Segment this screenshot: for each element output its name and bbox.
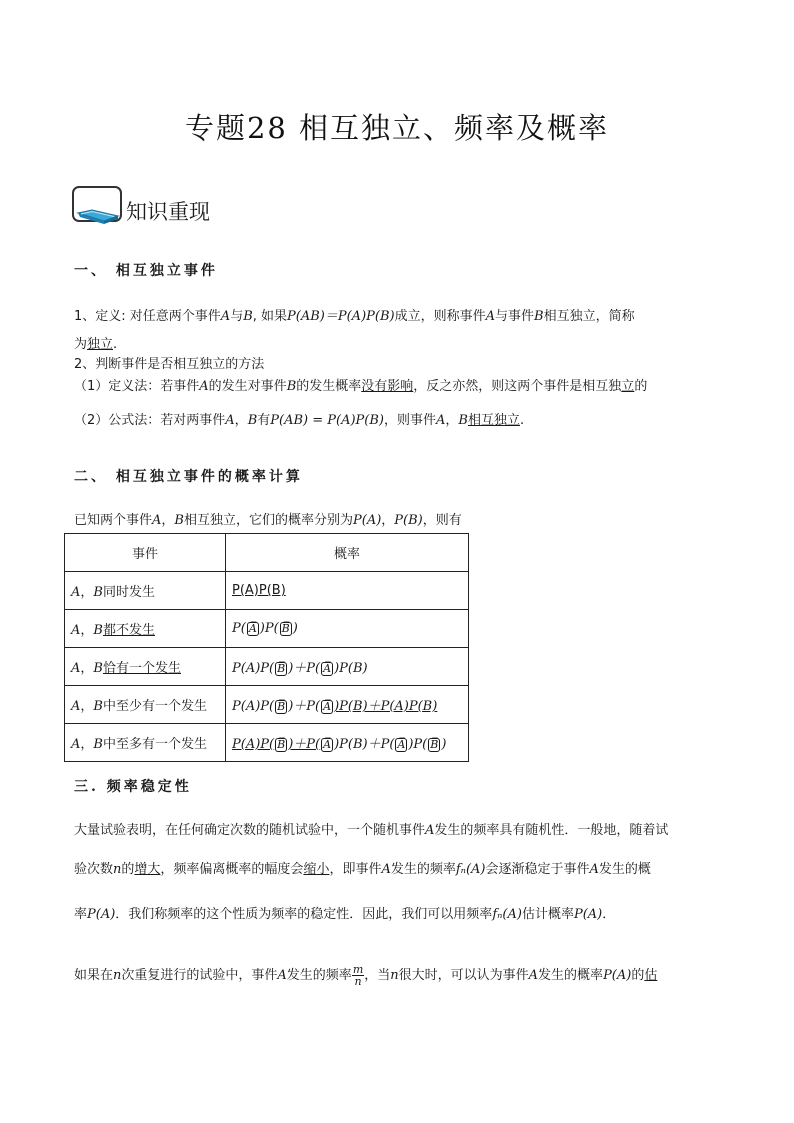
definition-line-1: 1、定义: 对任意两个事件A与B, 如果P(AB)＝P(A)P(B)成立，则称事件A与事件B相互独立，简称: [74, 309, 635, 324]
probability-table: [64, 533, 469, 762]
stability-line-1: 大量试验表明，在任何确定次数的随机试验中，一个随机事件A发生的频率具有随机性．一般地，随着试: [74, 823, 669, 838]
stability-line-3: 率P(A)．我们称频率的这个性质为频率的稳定性．因此，我们可以用频率fₙ(A)估计概率P(A)．: [74, 907, 616, 922]
knowledge-label: 知识重现: [126, 200, 210, 224]
probability-cell: P( A̅ )P( B̅ ): [226, 610, 469, 648]
event-cell: A，B中至多有一个发生: [65, 724, 226, 762]
table-row: [65, 648, 469, 686]
table-header-row: [65, 534, 469, 572]
knowledge-header: [72, 180, 210, 226]
section-heading-3: 三. 频率稳定性: [74, 779, 192, 795]
stability-line-2: 验次数n的增大，频率偏离概率的幅度会缩小，即事件A发生的频率fₙ(A)会逐渐稳定于事件A发生的概: [74, 862, 651, 877]
definition-line-2: 为独立.: [74, 337, 118, 352]
method-formula: （2）公式法：若对两事件A，B有P(AB) = P(A)P(B)，则事件A，B相互独立.: [74, 413, 525, 428]
table-header-cell: 概率: [226, 534, 469, 572]
method-definition: （1）定义法：若事件A的发生对事件B的发生概率没有影响，反之亦然，则这两个事件是相互独立的: [74, 379, 648, 394]
table-row: [65, 724, 469, 762]
event-cell: A，B恰有一个发生: [65, 648, 226, 686]
frequency-fraction: $\frac{m}{n}$: [352, 963, 364, 988]
table-intro: 已知两个事件A，B相互独立，它们的概率分别为P(A)，P(B)，则有: [74, 513, 462, 528]
table-header-cell: 事件: [65, 534, 226, 572]
event-cell: A，B中至少有一个发生: [65, 686, 226, 724]
independence-formula: P(AB)＝P(A)P(B): [287, 309, 395, 324]
event-cell: A，B都不发生: [65, 610, 226, 648]
probability-cell: P(A)P( B̅ )＋P( A̅ )P(B)＋P( A̅ )P( B̅ ): [226, 724, 469, 762]
page-title: 专题28 相互独立、频率及概率: [184, 111, 610, 145]
section-heading-2: 二、 相互独立事件的概率计算: [74, 469, 303, 485]
probability-cell: P(A)P( B̅ )＋P( A̅ )P(B)＋P(A)P(B): [226, 686, 469, 724]
stability-line-4: 如果在n次重复进行的试验中，事件A发生的频率 $\frac{m}{n}$ ，当n很大时，可以认为事件A发生的概率P(A)的估: [74, 963, 658, 988]
probability-cell: P(A)P(B): [226, 572, 469, 610]
open-book-icon: [72, 186, 124, 226]
event-cell: A，B同时发生: [65, 572, 226, 610]
table-row: [65, 610, 469, 648]
table-row: [65, 572, 469, 610]
judge-method-heading: 2、判断事件是否相互独立的方法: [74, 357, 265, 372]
table-row: [65, 686, 469, 724]
probability-cell: P(A)P( B̅ )＋P( A̅ )P(B): [226, 648, 469, 686]
section-heading-1: 一、 相互独立事件: [74, 263, 218, 279]
